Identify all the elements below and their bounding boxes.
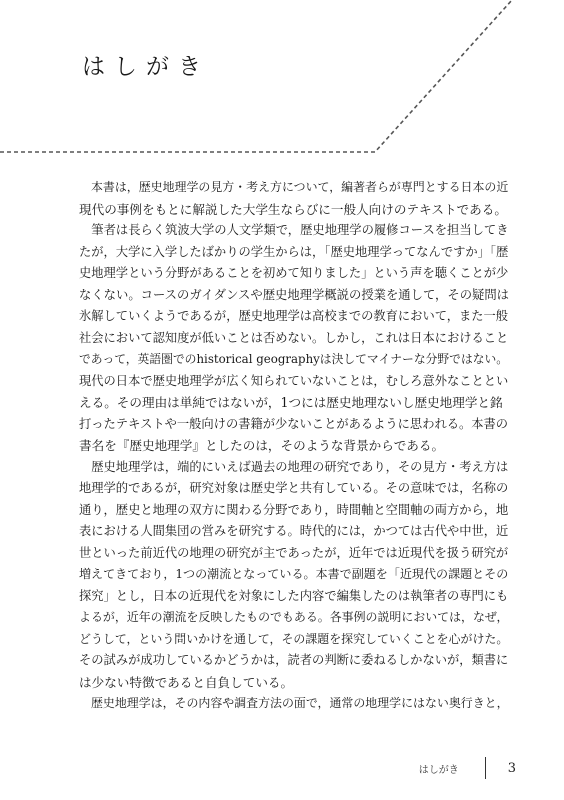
text-line: 世といった前近代の地理の研究が主であったが，近年では近現代を扱う研究が	[79, 545, 509, 560]
text-line: える。その理由は単純ではないが，1つには歴史地理ないし歴史地理学と銘	[79, 395, 503, 410]
text-line: 社会において認知度が低いことは否めない。しかし，これは日本におけること	[79, 330, 509, 345]
text-line: 歴史地理学は，その内容や調査方法の面で，通常の地理学にはない奥行きと，	[79, 696, 509, 710]
text-line: どうして，という問いかけを通して，その課題を探究していくことを心がけた。	[79, 631, 509, 646]
page-footer	[419, 756, 516, 780]
text-line: は少ない特徴であると自負している。	[79, 674, 294, 690]
text-line: 書名を『歴史地理学』としたのは，そのような背景からである。	[79, 438, 445, 453]
text-line: 地理学的であるが，研究対象は歴史学と共有している。その意味では，名称の	[79, 481, 509, 495]
text-line: 増えてきており，1つの潮流となっている。本書で副題を「近現代の課題とその	[79, 567, 509, 581]
text-line: 本書は，歴史地理学の見方・考え方について，編著者らが専門とする日本の近	[79, 180, 509, 194]
text-line: であって，英語圏でのhistorical geographyは決してマイナーな分野ではない。	[79, 352, 509, 366]
text-line: 筆者は長らく筑波大学の人文学類で，歴史地理学の履修コースを担当してき	[79, 223, 509, 237]
body-text	[79, 177, 511, 715]
text-line: よるが，近年の潮流を反映したものでもある。各事例の説明においては，なぜ，	[79, 610, 509, 624]
page-number: 3	[507, 760, 516, 776]
text-line: 表における人間集団の営みを研究する。時代的には，かつては古代や中世，近	[79, 524, 509, 538]
text-line: 史地理学という分野があることを初めて知りました」という声を聴くことが少	[79, 266, 509, 280]
chapter-title: はしがき	[82, 54, 210, 80]
text-line: 現代の日本で歴史地理学が広く知られていないことは，むしろ意外なこととい	[79, 373, 509, 388]
text-line: 現代の事例をもとに解説した大学生ならびに一般人向けのテキストである。	[79, 201, 507, 217]
text-line: その試みが成功しているかどうかは，読者の判断に委ねるしかないが，類書に	[79, 653, 509, 667]
text-line: 打ったテキストや一般向けの書籍が少ないことがあるように思われる。本書の	[79, 416, 509, 431]
text-line: なくない。コースのガイダンスや歴史地理学概説の授業を通して，その疑問は	[79, 287, 510, 302]
text-line: 氷解していくようであるが，歴史地理学は高校までの教育において，また一般	[79, 309, 509, 323]
text-line: 探究」とし，日本の近現代を対象にした内容で編集したのは執筆者の専門にも	[79, 588, 509, 603]
text-line: 通り，歴史と地理の双方に関わる分野であり，時間軸と空間軸の両方から，地	[79, 502, 509, 517]
text-line: 歴史地理学は，端的にいえば過去の地理の研究であり，その見方・考え方は	[79, 459, 509, 474]
text-line: たが，大学に入学したばかりの学生からは，「歴史地理学ってなんですか」「歴	[79, 244, 509, 259]
footer-divider	[485, 757, 486, 779]
running-title: はしがき	[418, 764, 459, 776]
